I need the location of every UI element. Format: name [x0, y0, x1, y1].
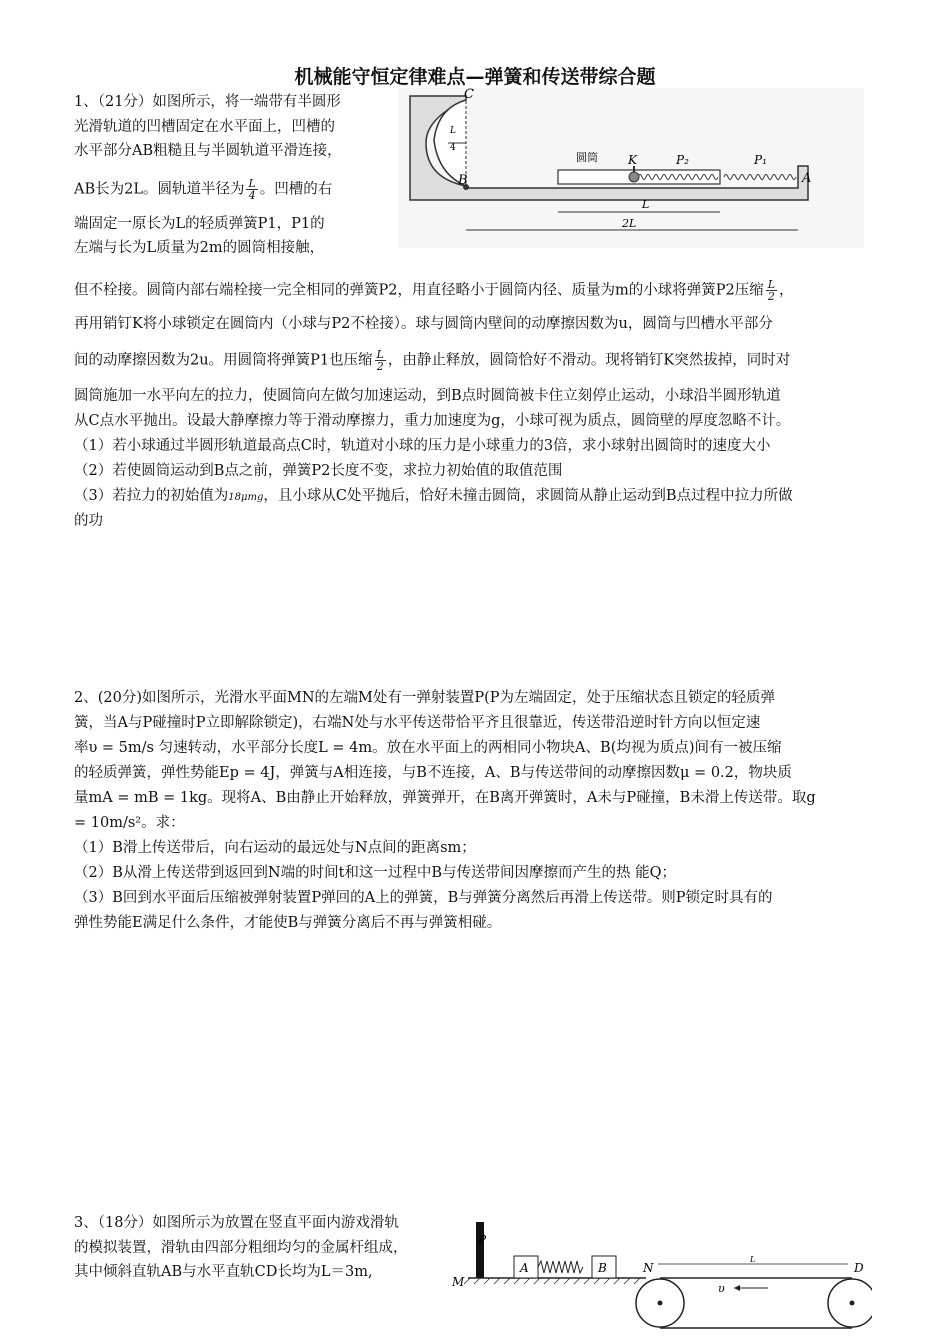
- label-k: K: [628, 153, 637, 167]
- frac-den: 2: [767, 290, 775, 303]
- q1-sub-2: （2）若使圆筒运动到B点之前，弹簧P2长度不变，求拉力初始值的取值范围: [74, 463, 563, 479]
- label-a: A: [802, 171, 812, 186]
- q1-line-4: [74, 178, 332, 201]
- q2-line-2: 簧，当A与P碰撞时P立即解除锁定)，右端N处与水平传送带恰平齐且很靠近，传送带沿逆时针方向以恒定速: [74, 715, 761, 731]
- q1-line-7: [74, 279, 794, 302]
- q2-line-6: = 10m/s²。求：: [74, 815, 185, 831]
- label-d: D: [854, 1261, 864, 1275]
- q1-line-1: 1、（21分）如图所示，将一端带有半圆形: [74, 94, 341, 110]
- q1-line-6: 左端与长为L质量为2m的圆筒相接触，: [74, 240, 325, 256]
- label-p2: P₂: [676, 153, 689, 167]
- q1-line-9: [74, 349, 790, 372]
- q1-sub-3-a: （3）若拉力的初始值为: [74, 488, 229, 504]
- q1-line-10: 圆筒施加一水平向左的拉力，使圆筒向左做匀加速运动，到B点时圆筒被卡住立刻停止运动，小球沿半圆形轨道: [74, 388, 781, 404]
- q1-line-9-a: 间的动摩擦因数为2u。用圆筒将弹簧P1也压缩: [74, 352, 373, 369]
- q2-sub-2: （2）B从滑上传送带到返回到N端的时间t和这一过程中B与传送带间因摩擦而产生的热 能Q；: [74, 865, 677, 881]
- label-tube: 圆筒: [576, 151, 598, 164]
- q1-sub-3-cont: 的功: [74, 513, 103, 529]
- ball: [629, 172, 639, 182]
- label-b: B: [598, 1261, 607, 1275]
- label-m: M: [452, 1275, 465, 1289]
- label-b: B: [458, 173, 468, 188]
- q2-line-5: 量mA = mB = 1kg。现将A、B由静止开始释放，弹簧弹开，在B离开弹簧时，A未与P碰撞，B未滑上传送带。取g: [74, 790, 816, 806]
- force-value: 18μmg: [228, 492, 264, 503]
- q1-figure: [398, 88, 864, 248]
- label-l: L: [750, 1255, 756, 1264]
- frac-num: L: [767, 278, 776, 291]
- spring-ab: [538, 1261, 583, 1273]
- q1-line-8: 再用销钉K将小球锁定在圆筒内（小球与P2不栓接）。球与圆筒内壁间的动摩擦因数为u，圆筒与凹槽水平部分: [74, 316, 773, 332]
- fraction-l-over-2: [766, 279, 777, 302]
- q2-sub-1: （1）B滑上传送带后，向右运动的最远处与N点间的距离sm；: [74, 840, 476, 856]
- page-title: 机械能守恒定律难点—弹簧和传送带综合题: [294, 66, 656, 88]
- radius-label-num: L: [450, 126, 456, 136]
- label-a: A: [520, 1261, 529, 1275]
- pulley-left-axle: [658, 1301, 663, 1306]
- q1-line-9-b: ，由静止释放，圆筒恰好不滑动。现将销钉K突然拔掉，同时对: [387, 352, 791, 369]
- q1-sub-1: （1）若小球通过半圆形轨道最高点C时，轨道对小球的压力是小球重力的3倍，求小球射出圆筒时的速度大小: [74, 438, 771, 454]
- q3-line-2: 的模拟装置，滑轨由四部分粗细均匀的金属杆组成，: [74, 1240, 408, 1256]
- frac-den: 4: [248, 189, 256, 202]
- arrow-head-icon: [734, 1285, 740, 1291]
- q2-line-1: 2、(20分)如图所示，光滑水平面MN的左端M处有一弹射装置P(P为左端固定，处于压缩状态且锁定的轻质弹: [74, 690, 776, 706]
- q3-line-3: 其中倾斜直轨AB与水平直轨CD长均为L＝3m,: [74, 1264, 373, 1280]
- label-p: P: [478, 1233, 487, 1247]
- q3-line-1: 3、（18分）如图所示为放置在竖直平面内游戏滑轨: [74, 1215, 399, 1231]
- ground-hatch: [464, 1278, 640, 1284]
- q1-sub-3-b: ，且小球从C处平抛后，恰好未撞击圆筒，求圆筒从静止运动到B点过程中拉力所做: [263, 488, 793, 504]
- frac-num: L: [376, 348, 384, 361]
- frac-den: 2: [376, 360, 384, 373]
- q1-line-4-a: AB长为2L。圆轨道半径为: [74, 181, 245, 198]
- q1-line-5: 端固定一原长为L的轻质弹簧P1，P1的: [74, 216, 325, 232]
- q1-line-11: 从C点水平抛出。设最大静摩擦力等于滑动摩擦力，重力加速度为g，小球可视为质点，圆筒壁的厚度忽略不计。: [74, 413, 791, 429]
- launcher-p: [476, 1222, 484, 1278]
- q1-line-7-a: 但不栓接。圆筒内部右端栓接一完全相同的弹簧P2，用直径略小于圆筒内径、质量为m的小球将弹簧P2压缩: [74, 282, 764, 299]
- label-p1: P₁: [754, 153, 767, 167]
- label-n: N: [643, 1261, 654, 1275]
- radius-label-den: 4: [450, 143, 456, 153]
- q1-line-3: 水平部分AB粗糙且与半圆轨道平滑连接，: [74, 143, 342, 159]
- label-l: L: [642, 198, 650, 211]
- frac-num: L: [248, 177, 256, 190]
- fraction-l-over-4: [246, 178, 257, 201]
- pulley-right-axle: [850, 1301, 855, 1306]
- q1-line-2: 光滑轨道的凹槽固定在水平面上，凹槽的: [74, 119, 335, 135]
- q2-line-3: 率υ = 5m/s 匀速转动，水平部分长度L = 4m。放在水平面上的两相同小物块A、B(均视为质点)间有一被压缩: [74, 740, 782, 756]
- label-v: υ: [718, 1282, 725, 1295]
- q2-line-4: 的轻质弹簧，弹性势能Ep = 4J，弹簧与A相连接，与B不连接，A、B与传送带间的动摩擦因数μ = 0.2，物块质: [74, 765, 792, 781]
- label-c: C: [464, 88, 474, 102]
- q2-figure: [448, 1218, 872, 1338]
- fraction-l-over-2: [375, 349, 386, 372]
- q2-sub-3-cont: 弹性势能E满足什么条件，才能使B与弹簧分离后不再与弹簧相碰。: [74, 915, 502, 931]
- label-2l: 2L: [622, 217, 637, 230]
- q1-line-7-b: ，: [779, 282, 794, 299]
- q1-line-4-b: 。凹槽的右: [259, 181, 333, 198]
- q1-sub-3: [74, 486, 793, 508]
- q2-sub-3: （3）B回到水平面后压缩被弹射装置P弹回的A上的弹簧，B与弹簧分离然后再滑上传送带。则P锁定时具有的: [74, 890, 773, 906]
